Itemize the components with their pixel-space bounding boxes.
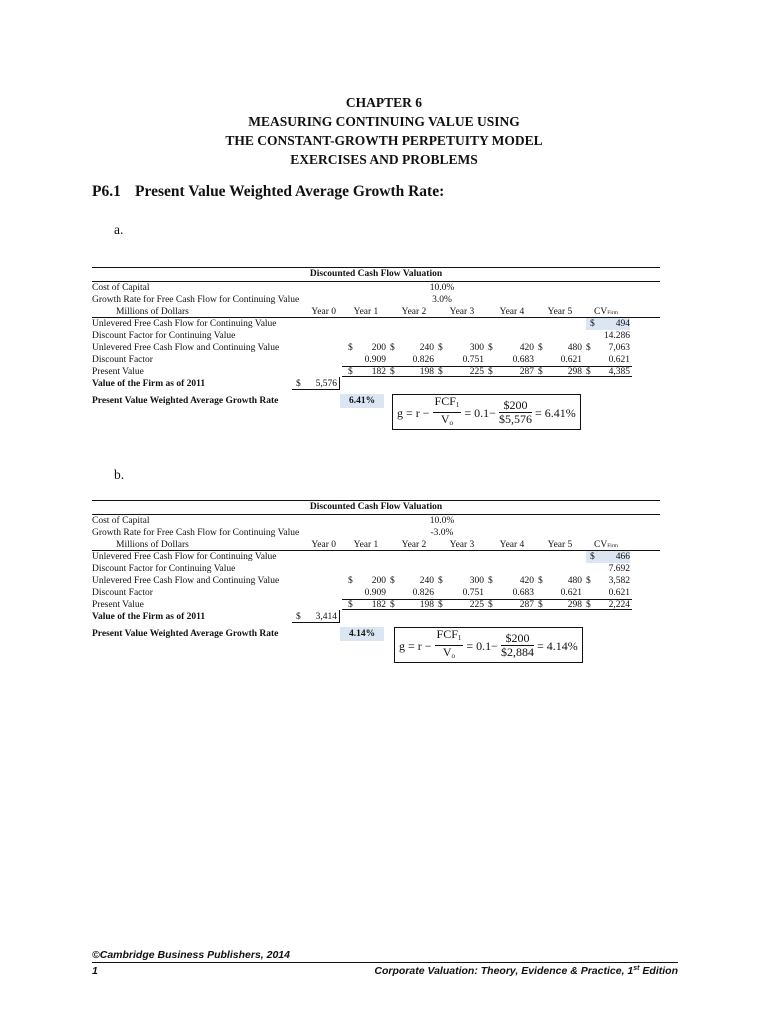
year-header-row [92, 539, 660, 552]
ufcf-value-3: 300 [469, 575, 484, 586]
formula-mid: = 0.1− [464, 405, 496, 420]
ufcf-value-4: 420 [519, 342, 534, 353]
formula-lhs: g = r − [397, 405, 430, 420]
ufcf-cv-value: 466 [615, 552, 630, 563]
df-label: Discount Factor [92, 354, 153, 365]
year-2-header: Year 2 [401, 539, 427, 550]
df-cv-value: 14.286 [603, 331, 630, 342]
firm-value-label: Value of the Firm as of 2011 [92, 379, 206, 390]
pv-value-1: 182 [371, 599, 386, 610]
growth-rate-row [92, 527, 660, 539]
ufcf-value-1: 200 [371, 342, 386, 353]
ufcf-cv-row [92, 318, 660, 330]
formula-fraction-1: $\frac{FCF_1}{V_o}$ [436, 627, 462, 660]
dcf-table-a [92, 267, 660, 427]
dollar-sign: $ [438, 575, 443, 586]
ufcf-cv-value: 494 [615, 319, 630, 330]
dcf-table-b [92, 500, 660, 660]
dollar-sign: $ [488, 342, 493, 353]
firm-value-row [92, 610, 660, 624]
df-label: Discount Factor [92, 587, 153, 598]
formula-frac1-num: FCF [434, 394, 456, 408]
chapter-title-line2: THE CONSTANT-GROWTH PERPETUITY MODEL [225, 133, 543, 148]
df-cv-label: Discount Factor for Continuing Value [92, 564, 236, 575]
dollar-sign: $ [348, 575, 353, 586]
firm-value-label: Value of the Firm as of 2011 [92, 612, 206, 623]
df-value-5: 0.621 [560, 587, 582, 598]
pv-value-cv: 2,224 [608, 599, 630, 610]
df-value-5: 0.621 [560, 354, 582, 365]
ufcf-row [92, 575, 660, 587]
formula-fraction-2 [499, 399, 532, 426]
pv-value-3: 225 [469, 366, 484, 377]
pv-value-3: 225 [469, 599, 484, 610]
formula-frac1-den: V [442, 645, 452, 659]
dollar-sign: $ [538, 599, 543, 610]
dollar-sign: $ [438, 342, 443, 353]
year-2-header: Year 2 [401, 306, 427, 317]
df-row [92, 354, 660, 366]
ufcf-cv-label: Unlevered Free Cash Flow for Continuing Value [92, 319, 277, 330]
pvwagr-value: 4.14% [340, 627, 384, 641]
ufcf-cv-row [92, 551, 660, 563]
pv-row [92, 599, 660, 611]
df-value-2: 0.826 [412, 354, 434, 365]
growth-formula-box [392, 394, 581, 430]
pv-value-4: 287 [519, 366, 534, 377]
ufcf-label: Unlevered Free Cash Flow and Continuing Value [92, 342, 280, 353]
dollar-sign: $ [438, 366, 443, 377]
year-0-header: Year 0 [311, 539, 336, 550]
dollar-sign: $ [488, 575, 493, 586]
ufcf-value-2: 240 [419, 342, 434, 353]
section-title: EXERCISES AND PROBLEMS [290, 152, 478, 167]
firm-value: 5,576 [315, 379, 337, 390]
pvwagr-value: 6.41% [340, 394, 384, 408]
ufcf-cv-label: Unlevered Free Cash Flow for Continuing Value [92, 552, 277, 563]
dollar-sign: $ [348, 342, 353, 353]
dollar-sign: $ [488, 366, 493, 377]
dollar-sign: $ [538, 575, 543, 586]
dollar-sign: $ [296, 612, 301, 623]
cost-of-capital-row [92, 282, 660, 294]
dollar-sign: $ [390, 342, 395, 353]
part-a-label: a. [114, 222, 124, 237]
dollar-sign: $ [586, 599, 591, 610]
dollar-sign: $ [488, 599, 493, 610]
cost-of-capital-value: 10.0% [429, 516, 455, 526]
ufcf-value-cv: 7,063 [608, 342, 630, 353]
part-b-label: b. [114, 467, 125, 482]
cv-header: CVFirm [594, 306, 618, 317]
formula-lhs: g = r − [399, 638, 432, 653]
pv-row [92, 366, 660, 378]
dollar-sign: $ [390, 575, 395, 586]
ufcf-value-cv: 3,582 [608, 575, 630, 586]
year-5-header: Year 5 [547, 539, 573, 550]
pv-value-2: 198 [419, 599, 434, 610]
problem-number: P6.1 [92, 183, 121, 200]
df-value-1: 0.909 [364, 354, 386, 365]
pv-value-5: 298 [567, 599, 582, 610]
formula-result: = 4.14% [536, 638, 578, 653]
dollar-sign: $ [348, 366, 353, 377]
firm-value: 3,414 [315, 612, 337, 623]
df-cv-row [92, 563, 660, 575]
footer-divider [92, 962, 678, 963]
df-row [92, 587, 660, 599]
problem-heading [92, 183, 444, 201]
problem-title: Present Value Weighted Average Growth Rate: [135, 183, 445, 200]
pv-value-1: 182 [371, 366, 386, 377]
pvwagr-label: Present Value Weighted Average Growth Rate [92, 396, 279, 407]
df-value-3: 0.751 [462, 354, 484, 365]
formula-fraction-1: $\frac{FCF_1}{V_o}$ [434, 394, 460, 427]
pv-label: Present Value [92, 599, 144, 610]
pv-label: Present Value [92, 366, 144, 377]
pvwagr-label: Present Value Weighted Average Growth Rate [92, 629, 279, 640]
ufcf-value-5: 480 [567, 342, 582, 353]
cost-of-capital-label: Cost of Capital [92, 283, 150, 293]
dollar-sign: $ [390, 599, 395, 610]
growth-rate-label: Growth Rate for Free Cash Flow for Continuing Value [92, 294, 300, 305]
firm-value-row [92, 377, 660, 391]
cost-of-capital-value: 10.0% [429, 283, 455, 293]
dollar-sign: $ [590, 319, 595, 330]
chapter-number: CHAPTER 6 [345, 95, 423, 110]
cv-header: CVFirm [594, 539, 618, 550]
df-value-4: 0.683 [512, 587, 534, 598]
ufcf-value-2: 240 [419, 575, 434, 586]
footer-page-number: 1 [92, 965, 98, 977]
pv-value-cv: 4,385 [608, 366, 630, 377]
year-header-row [92, 306, 660, 319]
growth-rate-value: 3.0% [432, 294, 452, 305]
footer-book-title: Corporate Valuation: Theory, Evidence & Practice, 1st Edition [374, 965, 678, 977]
dollar-sign: $ [438, 599, 443, 610]
chapter-title-line1: MEASURING CONTINUING VALUE USING [248, 114, 520, 129]
df-cv-label: Discount Factor for Continuing Value [92, 331, 236, 342]
year-3-header: Year 3 [449, 539, 475, 550]
formula-fraction-2 [501, 632, 534, 659]
year-4-header: Year 4 [499, 539, 525, 550]
cost-of-capital-label: Cost of Capital [92, 516, 150, 526]
dollar-sign: $ [390, 366, 395, 377]
pv-value-4: 287 [519, 599, 534, 610]
formula-frac2-den: $5,576 [498, 412, 532, 426]
formula-frac2-num: $200 [499, 399, 532, 413]
year-4-header: Year 4 [499, 306, 525, 317]
dollar-sign: $ [296, 379, 301, 390]
df-value-3: 0.751 [462, 587, 484, 598]
formula-frac2-den: $2,884 [500, 645, 534, 659]
df-value-cv: 0.621 [608, 354, 630, 365]
df-value-4: 0.683 [512, 354, 534, 365]
formula-mid: = 0.1− [466, 638, 498, 653]
formula-result: = 6.41% [534, 405, 576, 420]
ufcf-value-1: 200 [371, 575, 386, 586]
dcf-table-title: Discounted Cash Flow Valuation [92, 500, 660, 515]
df-value-2: 0.826 [412, 587, 434, 598]
df-cv-row [92, 330, 660, 342]
dcf-table-title: Discounted Cash Flow Valuation [92, 267, 660, 282]
df-cv-value: 7.692 [608, 564, 630, 575]
cost-of-capital-row [92, 515, 660, 527]
chapter-heading [0, 93, 768, 169]
growth-formula-box [394, 627, 583, 663]
dollar-sign: $ [538, 342, 543, 353]
ufcf-value-4: 420 [519, 575, 534, 586]
df-value-cv: 0.621 [608, 587, 630, 598]
growth-rate-row [92, 294, 660, 306]
year-3-header: Year 3 [449, 306, 475, 317]
millions-label: Millions of Dollars [116, 306, 189, 317]
formula-frac1-den: V [440, 412, 450, 426]
formula-frac2-num: $200 [501, 632, 534, 646]
dollar-sign: $ [590, 552, 595, 563]
dollar-sign: $ [538, 366, 543, 377]
ufcf-value-3: 300 [469, 342, 484, 353]
dollar-sign: $ [586, 342, 591, 353]
ufcf-row [92, 342, 660, 354]
dollar-sign: $ [586, 575, 591, 586]
year-5-header: Year 5 [547, 306, 573, 317]
year-0-header: Year 0 [311, 306, 336, 317]
year-1-header: Year 1 [353, 306, 379, 317]
pv-value-5: 298 [567, 366, 582, 377]
growth-rate-value: -3.0% [430, 527, 454, 538]
pv-value-2: 198 [419, 366, 434, 377]
dollar-sign: $ [348, 599, 353, 610]
growth-rate-label: Growth Rate for Free Cash Flow for Continuing Value [92, 527, 300, 538]
footer-copyright: ©Cambridge Business Publishers, 2014 [92, 949, 290, 961]
millions-label: Millions of Dollars [116, 539, 189, 550]
year-1-header: Year 1 [353, 539, 379, 550]
ufcf-label: Unlevered Free Cash Flow and Continuing Value [92, 575, 280, 586]
ufcf-value-5: 480 [567, 575, 582, 586]
formula-frac1-num: FCF [436, 627, 458, 641]
df-value-1: 0.909 [364, 587, 386, 598]
dollar-sign: $ [586, 366, 591, 377]
